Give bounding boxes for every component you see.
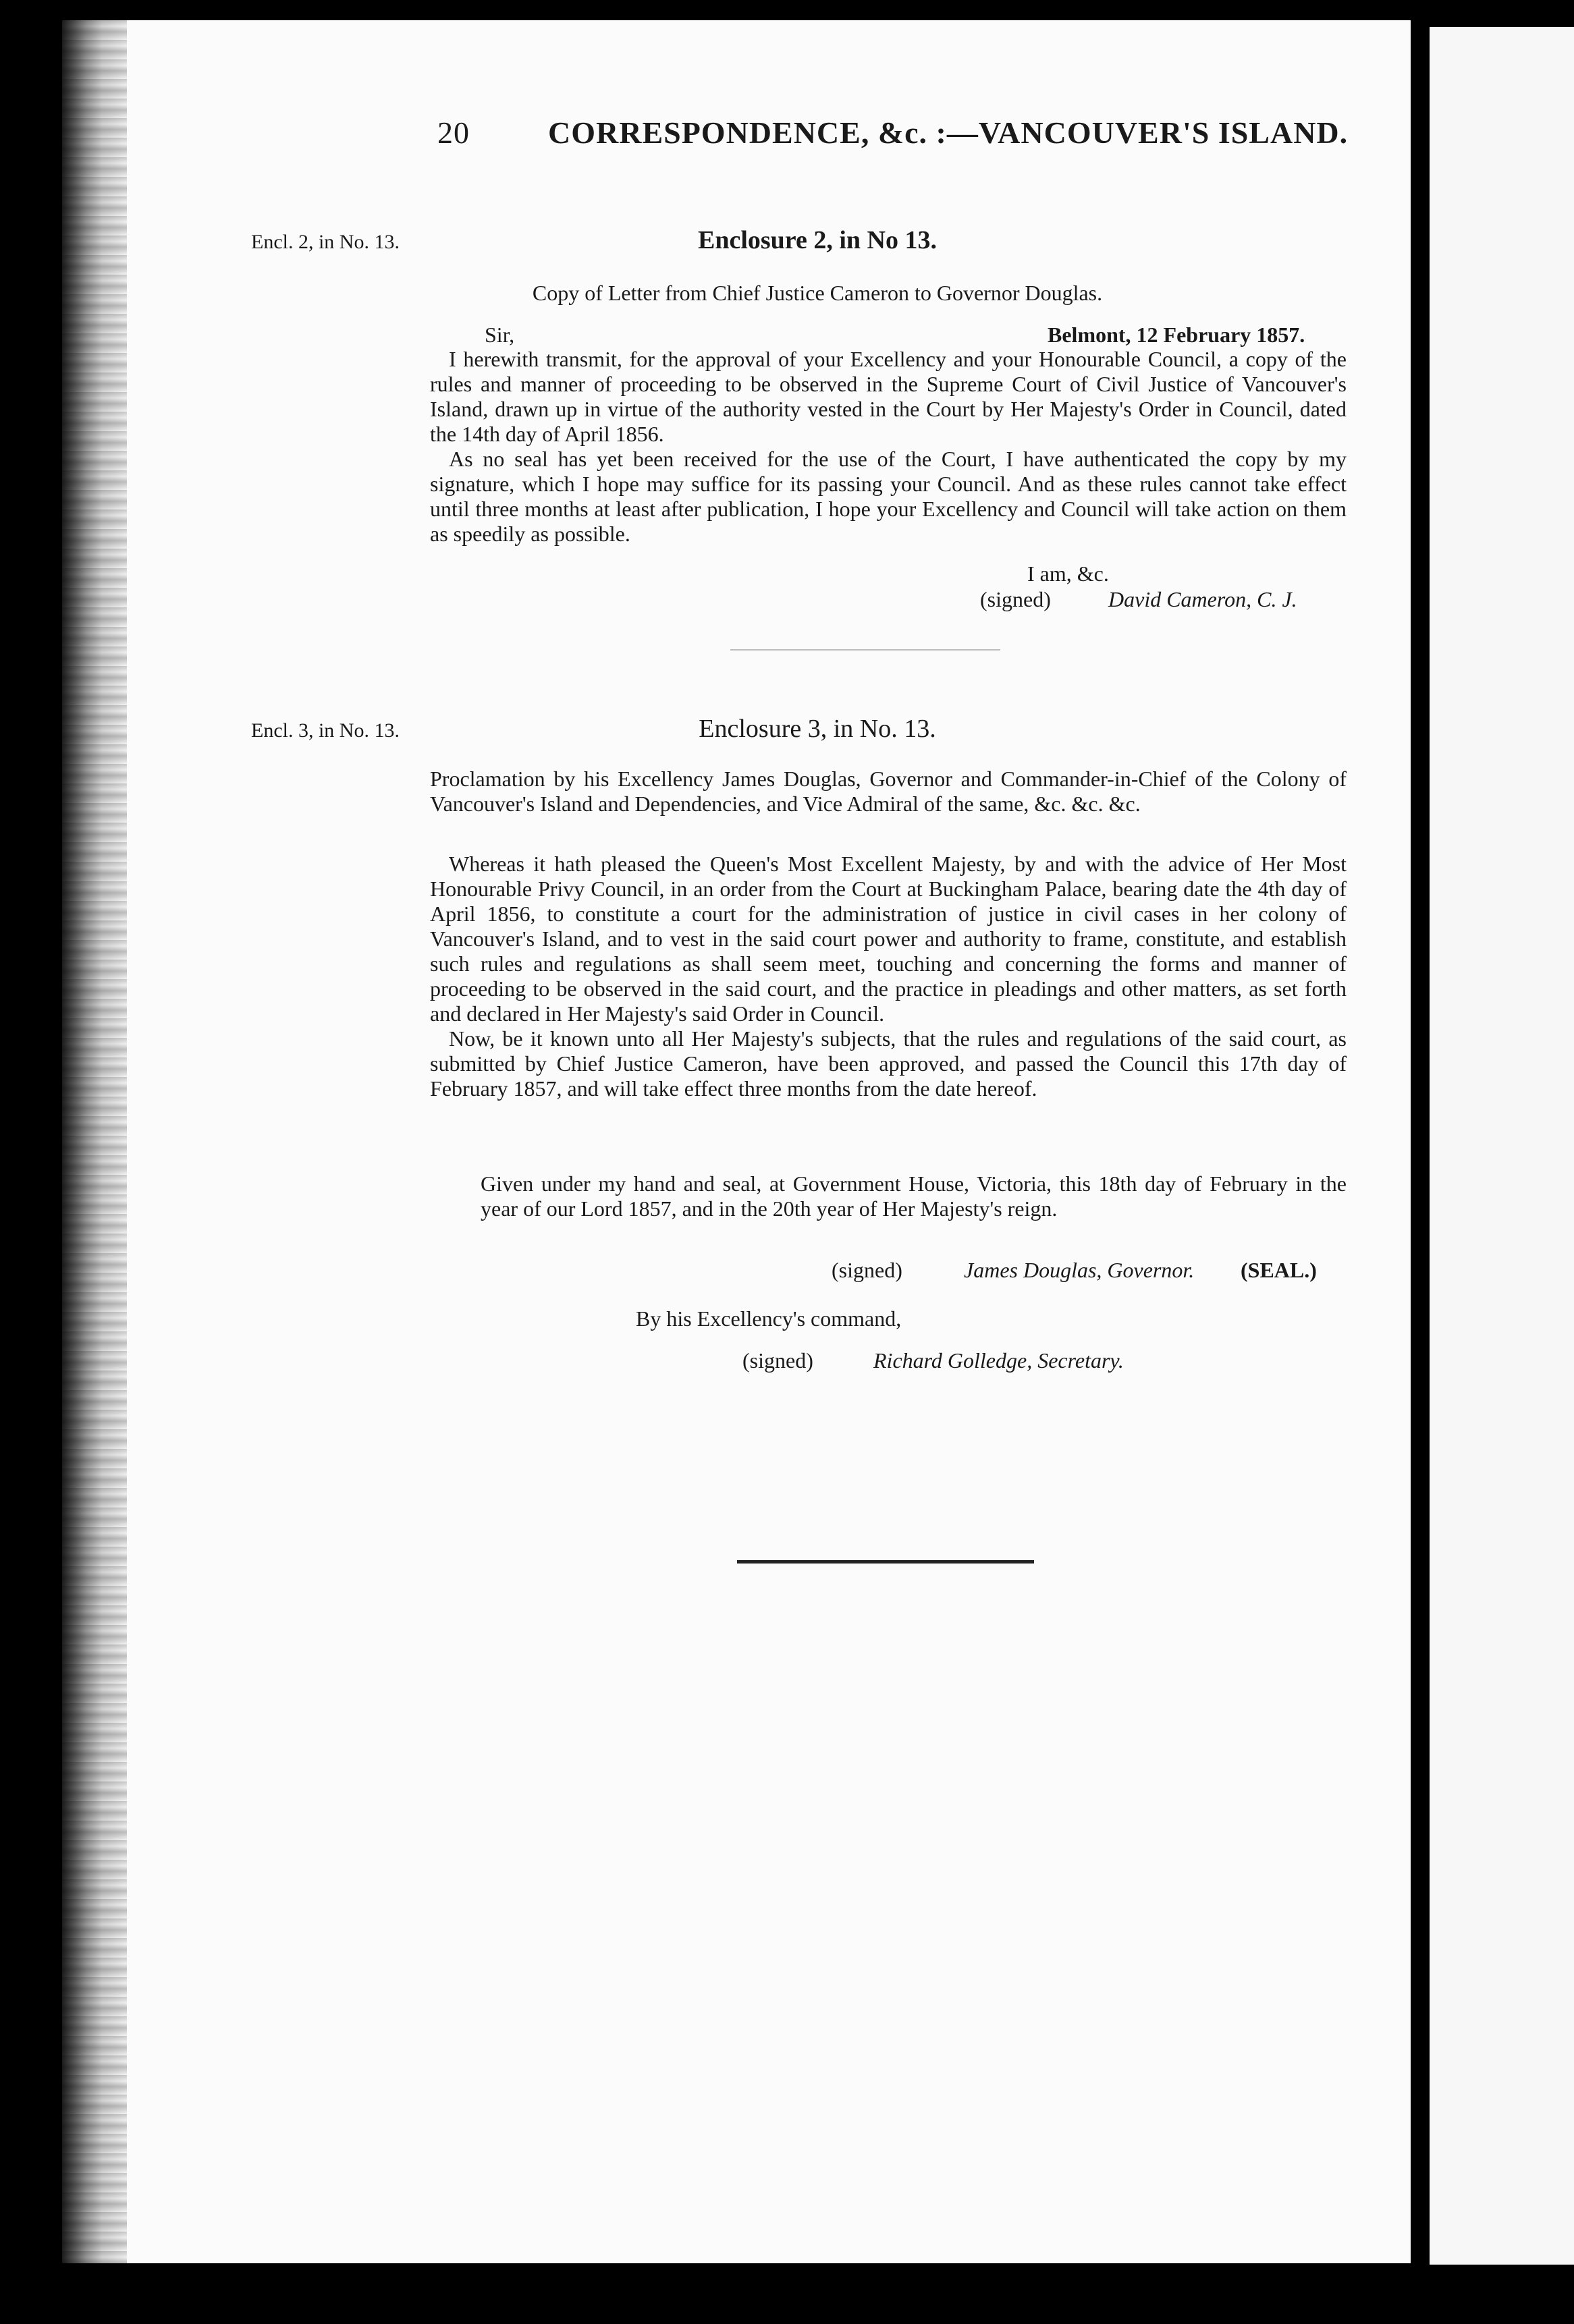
given-under-hand	[481, 1171, 1347, 1221]
header-title: CORRESPONDENCE, &c. :—VANCOUVER'S ISLAND.	[548, 115, 1349, 150]
closing-rule	[737, 1560, 1034, 1564]
signature-douglas: James Douglas, Governor.	[964, 1258, 1195, 1282]
given-text: Given under my hand and seal, at Government House, Victoria, this 18th day of February in the year of our Lord 1857, and in the 20th year of Her Majesty's reign.	[481, 1171, 1347, 1221]
facing-page-edge	[1430, 27, 1574, 2265]
seal-mark: (SEAL.)	[1241, 1258, 1317, 1282]
enclosure-2-body	[430, 347, 1347, 547]
enclosure-2-title: Enclosure 2, in No 13.	[697, 226, 937, 254]
command-line: By his Excellency's command,	[636, 1306, 902, 1331]
enclosure-3-paragraph-1: Whereas it hath pleased the Queen's Most Excellent Majesty, by and with the advice of Her Most Honourable Privy Council, in an order from the Court at Buckingham Palace, bearing date the 4th day of April 1856, to constitute a court for the administration of justice in civil cases in her colony of Vancouver's Island, and to vest in the said court power and authority to frame, constitute, and establish such rules and regulations as shall seem meet, touching and concerning the forms and manner of proceeding to be observed in the said court, and the practice in pleadings and other matters, as set forth and declared in Her Majesty's said Order in Council.	[430, 852, 1347, 1026]
place-date: Belmont, 12 February 1857.	[1048, 323, 1305, 347]
enclosure-2-caption: Copy of Letter from Chief Justice Cameron to Governor Douglas.	[532, 281, 1103, 305]
section-divider	[730, 649, 1000, 651]
page-number: 20	[437, 115, 470, 150]
proclamation-text: Proclamation by his Excellency James Douglas, Governor and Commander-in-Chief of the Colony of Vancouver's Island and Dependencies, and Vice Admiral of the same, &c. &c. &c.	[430, 767, 1347, 816]
signed-label-3: (signed)	[742, 1348, 813, 1373]
secretary-signature: Richard Golledge, Secretary.	[873, 1348, 1124, 1373]
page-binding-shadow	[62, 20, 127, 2263]
margin-note-encl-2: Encl. 2, in No. 13.	[251, 231, 400, 253]
signature-cameron: David Cameron, C. J.	[1108, 587, 1297, 611]
enclosure-3-paragraph-2: Now, be it known unto all Her Majesty's subjects, that the rules and regulations of the said court, as submitted by Chief Justice Cameron, have been approved, and passed the Council this 17th day of February 1857, and will take effect three months from the date hereof.	[430, 1026, 1347, 1101]
enclosure-2-paragraph-2: As no seal has yet been received for the use of the Court, I have authenticated the copy by my signature, which I hope may suffice for its passing your Council. And as these rules cannot take effect until three months at least after publication, I hope your Excellency and Council will take action on them as speedily as possible.	[430, 447, 1347, 546]
signed-label-2: (signed)	[832, 1258, 902, 1282]
proclamation-heading	[430, 767, 1347, 817]
signed-label-1: (signed)	[980, 587, 1051, 611]
document-page	[62, 20, 1411, 2263]
margin-note-encl-3: Encl. 3, in No. 13.	[251, 719, 400, 742]
enclosure-3-body	[430, 852, 1347, 1101]
enclosure-2-paragraph-1: I herewith transmit, for the approval of your Excellency and your Honourable Council, a copy of the rules and manner of proceeding to be observed in the Supreme Court of Civil Justice of Vancouver's Island, drawn up in virtue of the authority vested in the Court by Her Majesty's Order in Council, dated the 14th day of April 1856.	[430, 347, 1347, 446]
closing: I am, &c.	[1027, 561, 1109, 586]
enclosure-3-title: Enclosure 3, in No. 13.	[699, 715, 936, 743]
salutation: Sir,	[485, 323, 515, 347]
